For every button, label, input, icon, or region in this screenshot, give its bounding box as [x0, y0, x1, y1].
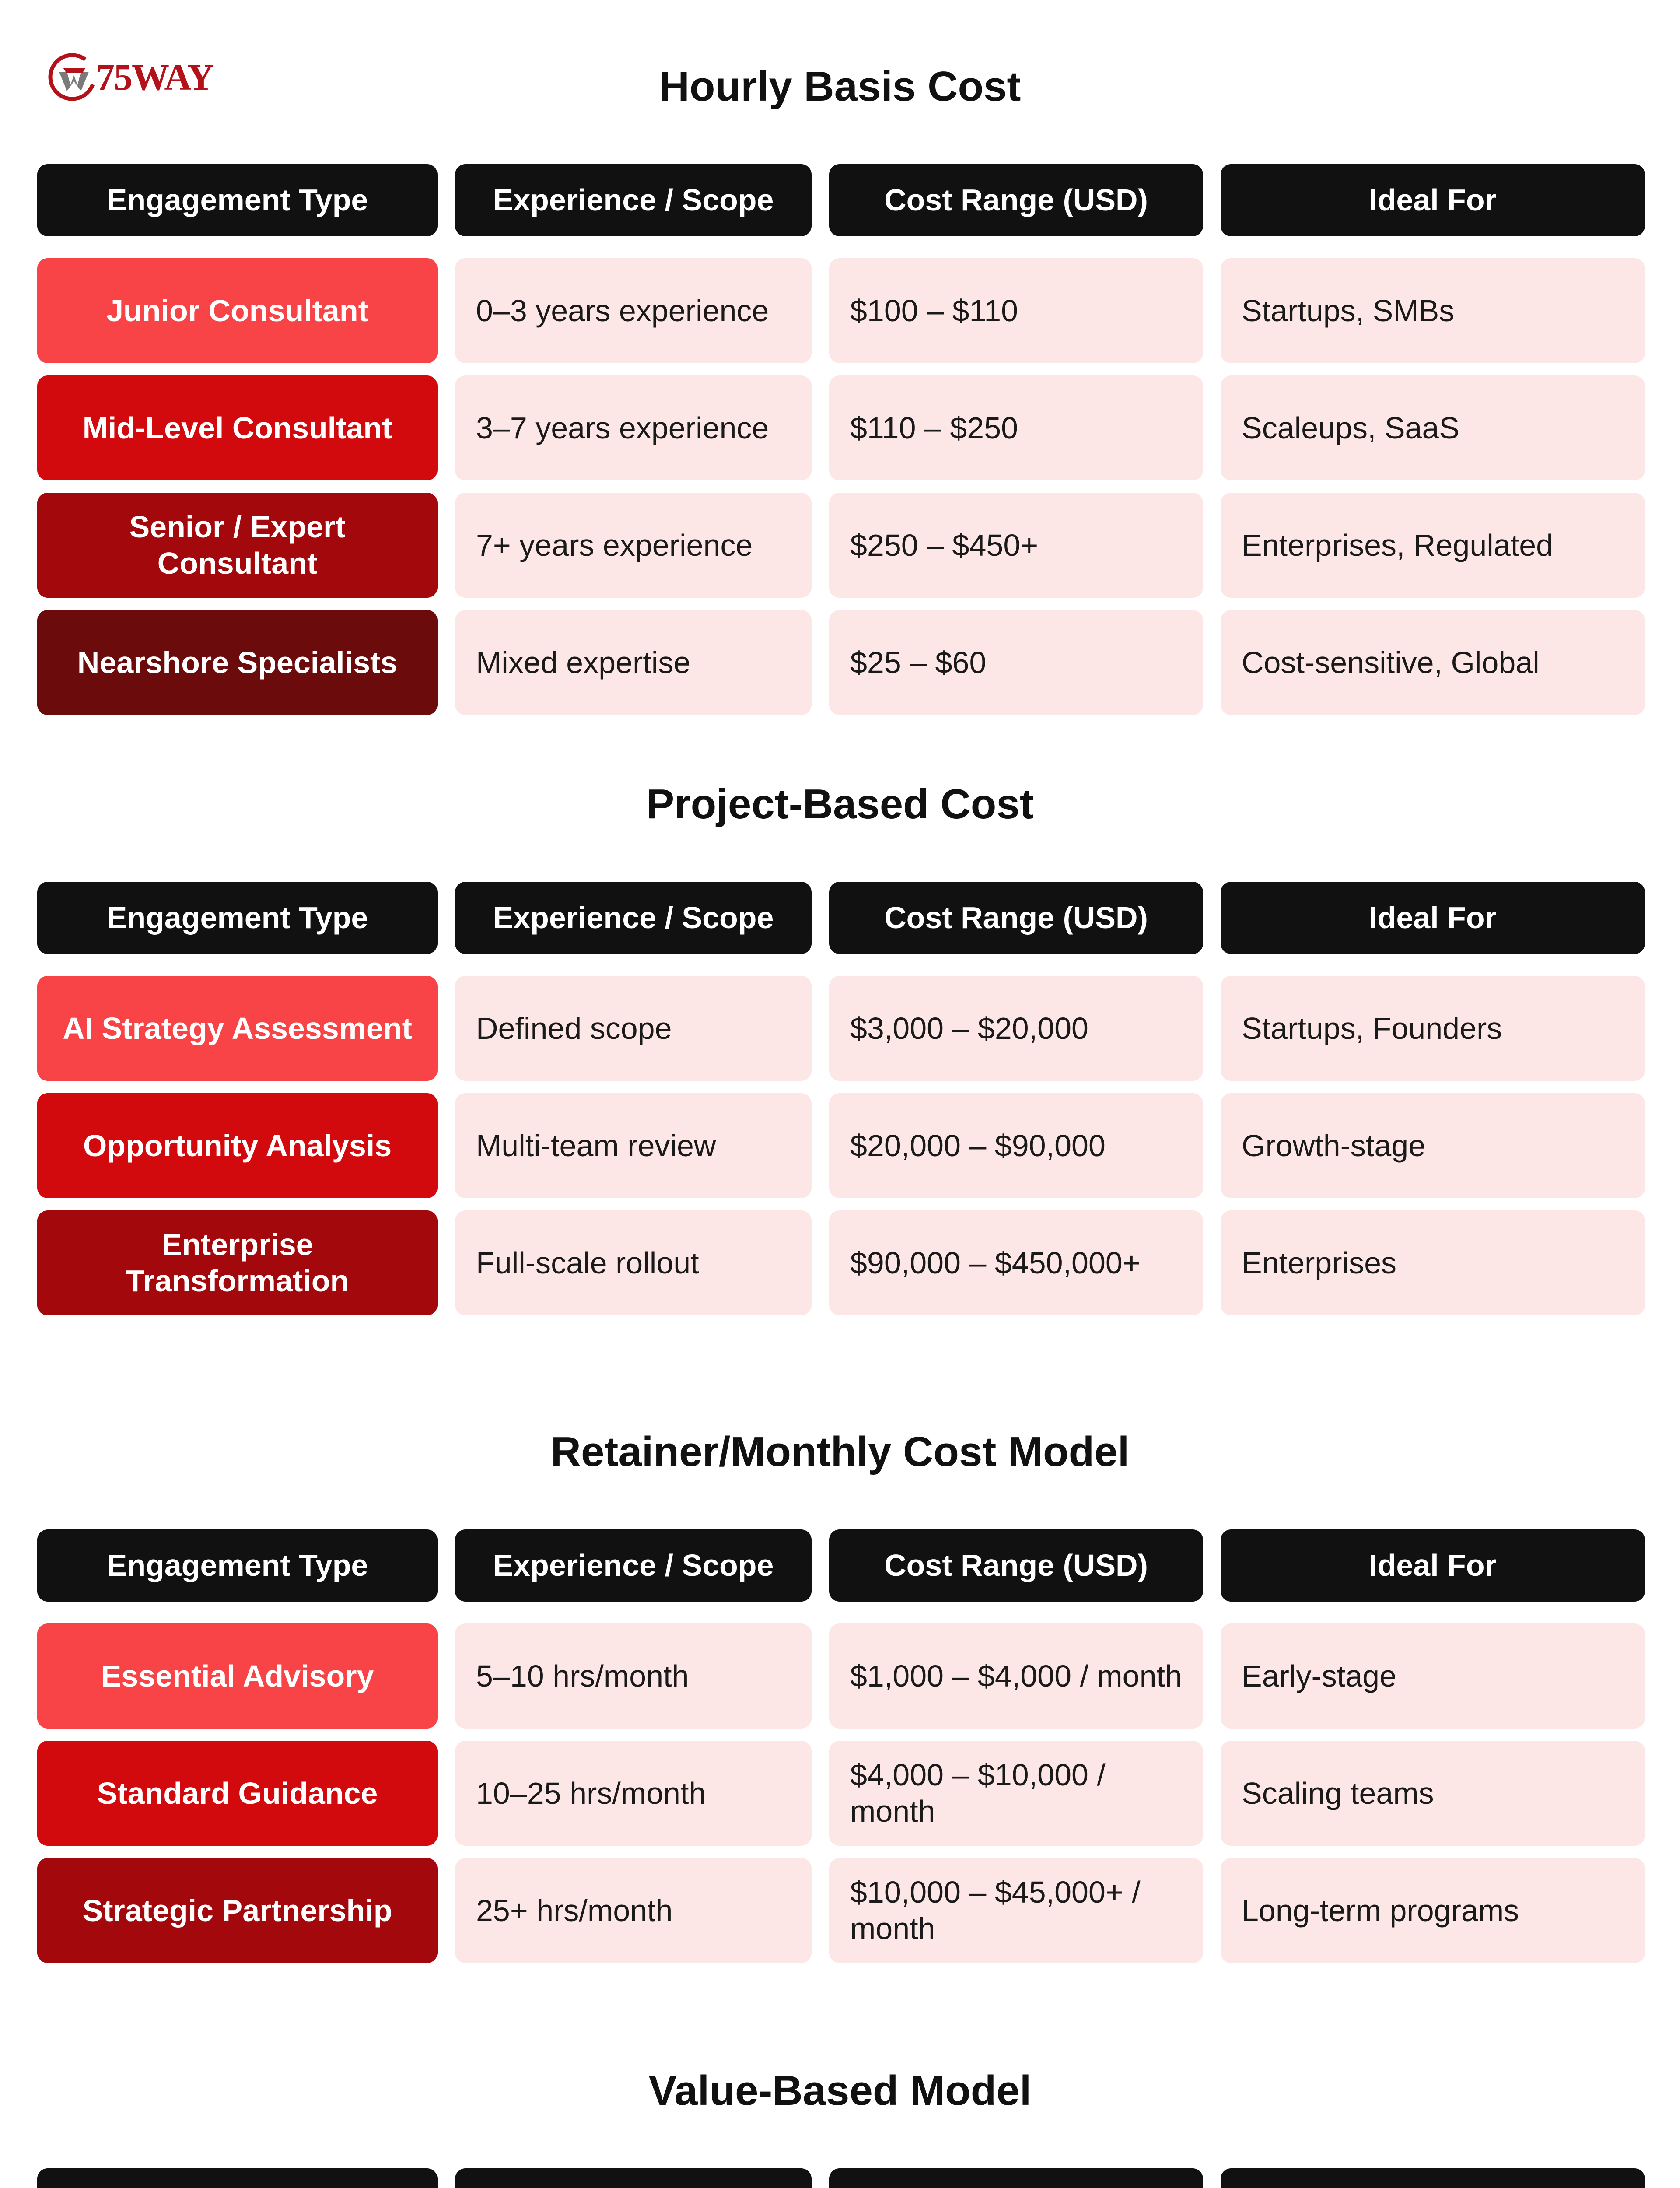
table-cell-cost-range: $110 – $250: [829, 375, 1203, 480]
column-header-cost-range: Cost Range (USD): [829, 1529, 1203, 1602]
table-cell-cost-range: $3,000 – $20,000: [829, 976, 1203, 1081]
table-cell-cost-range: $25 – $60: [829, 610, 1203, 715]
table-cell-ideal-for: Enterprises: [1221, 1210, 1645, 1315]
column-header-cost-range: [829, 2168, 1203, 2188]
table-cell-experience-scope: Mixed expertise: [455, 610, 812, 715]
table-cell-experience-scope: 3–7 years experience: [455, 375, 812, 480]
table-cell-cost-range: $10,000 – $45,000+ / month: [829, 1858, 1203, 1963]
table-cell-ideal-for: Scaleups, SaaS: [1221, 375, 1645, 480]
column-header-engagement-type: Engagement Type: [37, 164, 438, 236]
column-header-experience-scope: Experience / Scope: [455, 164, 812, 236]
section-title: Project-Based Cost: [646, 781, 1034, 828]
column-header-engagement-type: Engagement Type: [37, 882, 438, 954]
column-header-experience-scope: Experience / Scope: [455, 1529, 812, 1602]
table-cell-cost-range: $4,000 – $10,000 / month: [829, 1741, 1203, 1846]
table-cell-engagement-type: Mid-Level Consultant: [37, 375, 438, 480]
table-cell-experience-scope: 7+ years experience: [455, 493, 812, 598]
table-cell-cost-range: $90,000 – $450,000+: [829, 1210, 1203, 1315]
table-cell-cost-range: $100 – $110: [829, 258, 1203, 363]
table-cell-experience-scope: Full-scale rollout: [455, 1210, 812, 1315]
table-cell-engagement-type: Essential Advisory: [37, 1623, 438, 1729]
column-header-engagement-type: [37, 2168, 438, 2188]
table-cell-ideal-for: Startups, Founders: [1221, 976, 1645, 1081]
table-cell-engagement-type: AI Strategy Assessment: [37, 976, 438, 1081]
column-header-ideal-for: Ideal For: [1221, 1529, 1645, 1602]
table-cell-experience-scope: 10–25 hrs/month: [455, 1741, 812, 1846]
table-cell-experience-scope: Multi-team review: [455, 1093, 812, 1198]
table-cell-engagement-type: Strategic Partnership: [37, 1858, 438, 1963]
column-header-cost-range: Cost Range (USD): [829, 882, 1203, 954]
column-header-ideal-for: Ideal For: [1221, 164, 1645, 236]
table-cell-ideal-for: Cost-sensitive, Global: [1221, 610, 1645, 715]
column-header-engagement-type: Engagement Type: [37, 1529, 438, 1602]
column-header-experience-scope: Experience / Scope: [455, 882, 812, 954]
table-cell-engagement-type: Opportunity Analysis: [37, 1093, 438, 1198]
column-header-cost-range: Cost Range (USD): [829, 164, 1203, 236]
section-title: Value-Based Model: [648, 2067, 1032, 2114]
table-cell-ideal-for: Early-stage: [1221, 1623, 1645, 1729]
logo-text: 75WAY: [96, 56, 214, 98]
table-cell-experience-scope: Defined scope: [455, 976, 812, 1081]
table-cell-cost-range: $1,000 – $4,000 / month: [829, 1623, 1203, 1729]
table-cell-engagement-type: Junior Consultant: [37, 258, 438, 363]
table-cell-engagement-type: Senior / Expert Consultant: [37, 493, 438, 598]
table-cell-experience-scope: 25+ hrs/month: [455, 1858, 812, 1963]
table-cell-engagement-type: Nearshore Specialists: [37, 610, 438, 715]
table-cell-ideal-for: Enterprises, Regulated: [1221, 493, 1645, 598]
column-header-ideal-for: [1221, 2168, 1645, 2188]
table-cell-ideal-for: Growth-stage: [1221, 1093, 1645, 1198]
table-cell-cost-range: $250 – $450+: [829, 493, 1203, 598]
section-title: Retainer/Monthly Cost Model: [550, 1428, 1130, 1475]
table-cell-experience-scope: 5–10 hrs/month: [455, 1623, 812, 1729]
table-cell-ideal-for: Startups, SMBs: [1221, 258, 1645, 363]
table-cell-engagement-type: Enterprise Transformation: [37, 1210, 438, 1315]
column-header-ideal-for: Ideal For: [1221, 882, 1645, 954]
table-cell-ideal-for: Scaling teams: [1221, 1741, 1645, 1846]
table-cell-engagement-type: Standard Guidance: [37, 1741, 438, 1846]
table-cell-cost-range: $20,000 – $90,000: [829, 1093, 1203, 1198]
section-title: Hourly Basis Cost: [659, 63, 1021, 110]
column-header-experience-scope: [455, 2168, 812, 2188]
table-cell-ideal-for: Long-term programs: [1221, 1858, 1645, 1963]
table-cell-experience-scope: 0–3 years experience: [455, 258, 812, 363]
